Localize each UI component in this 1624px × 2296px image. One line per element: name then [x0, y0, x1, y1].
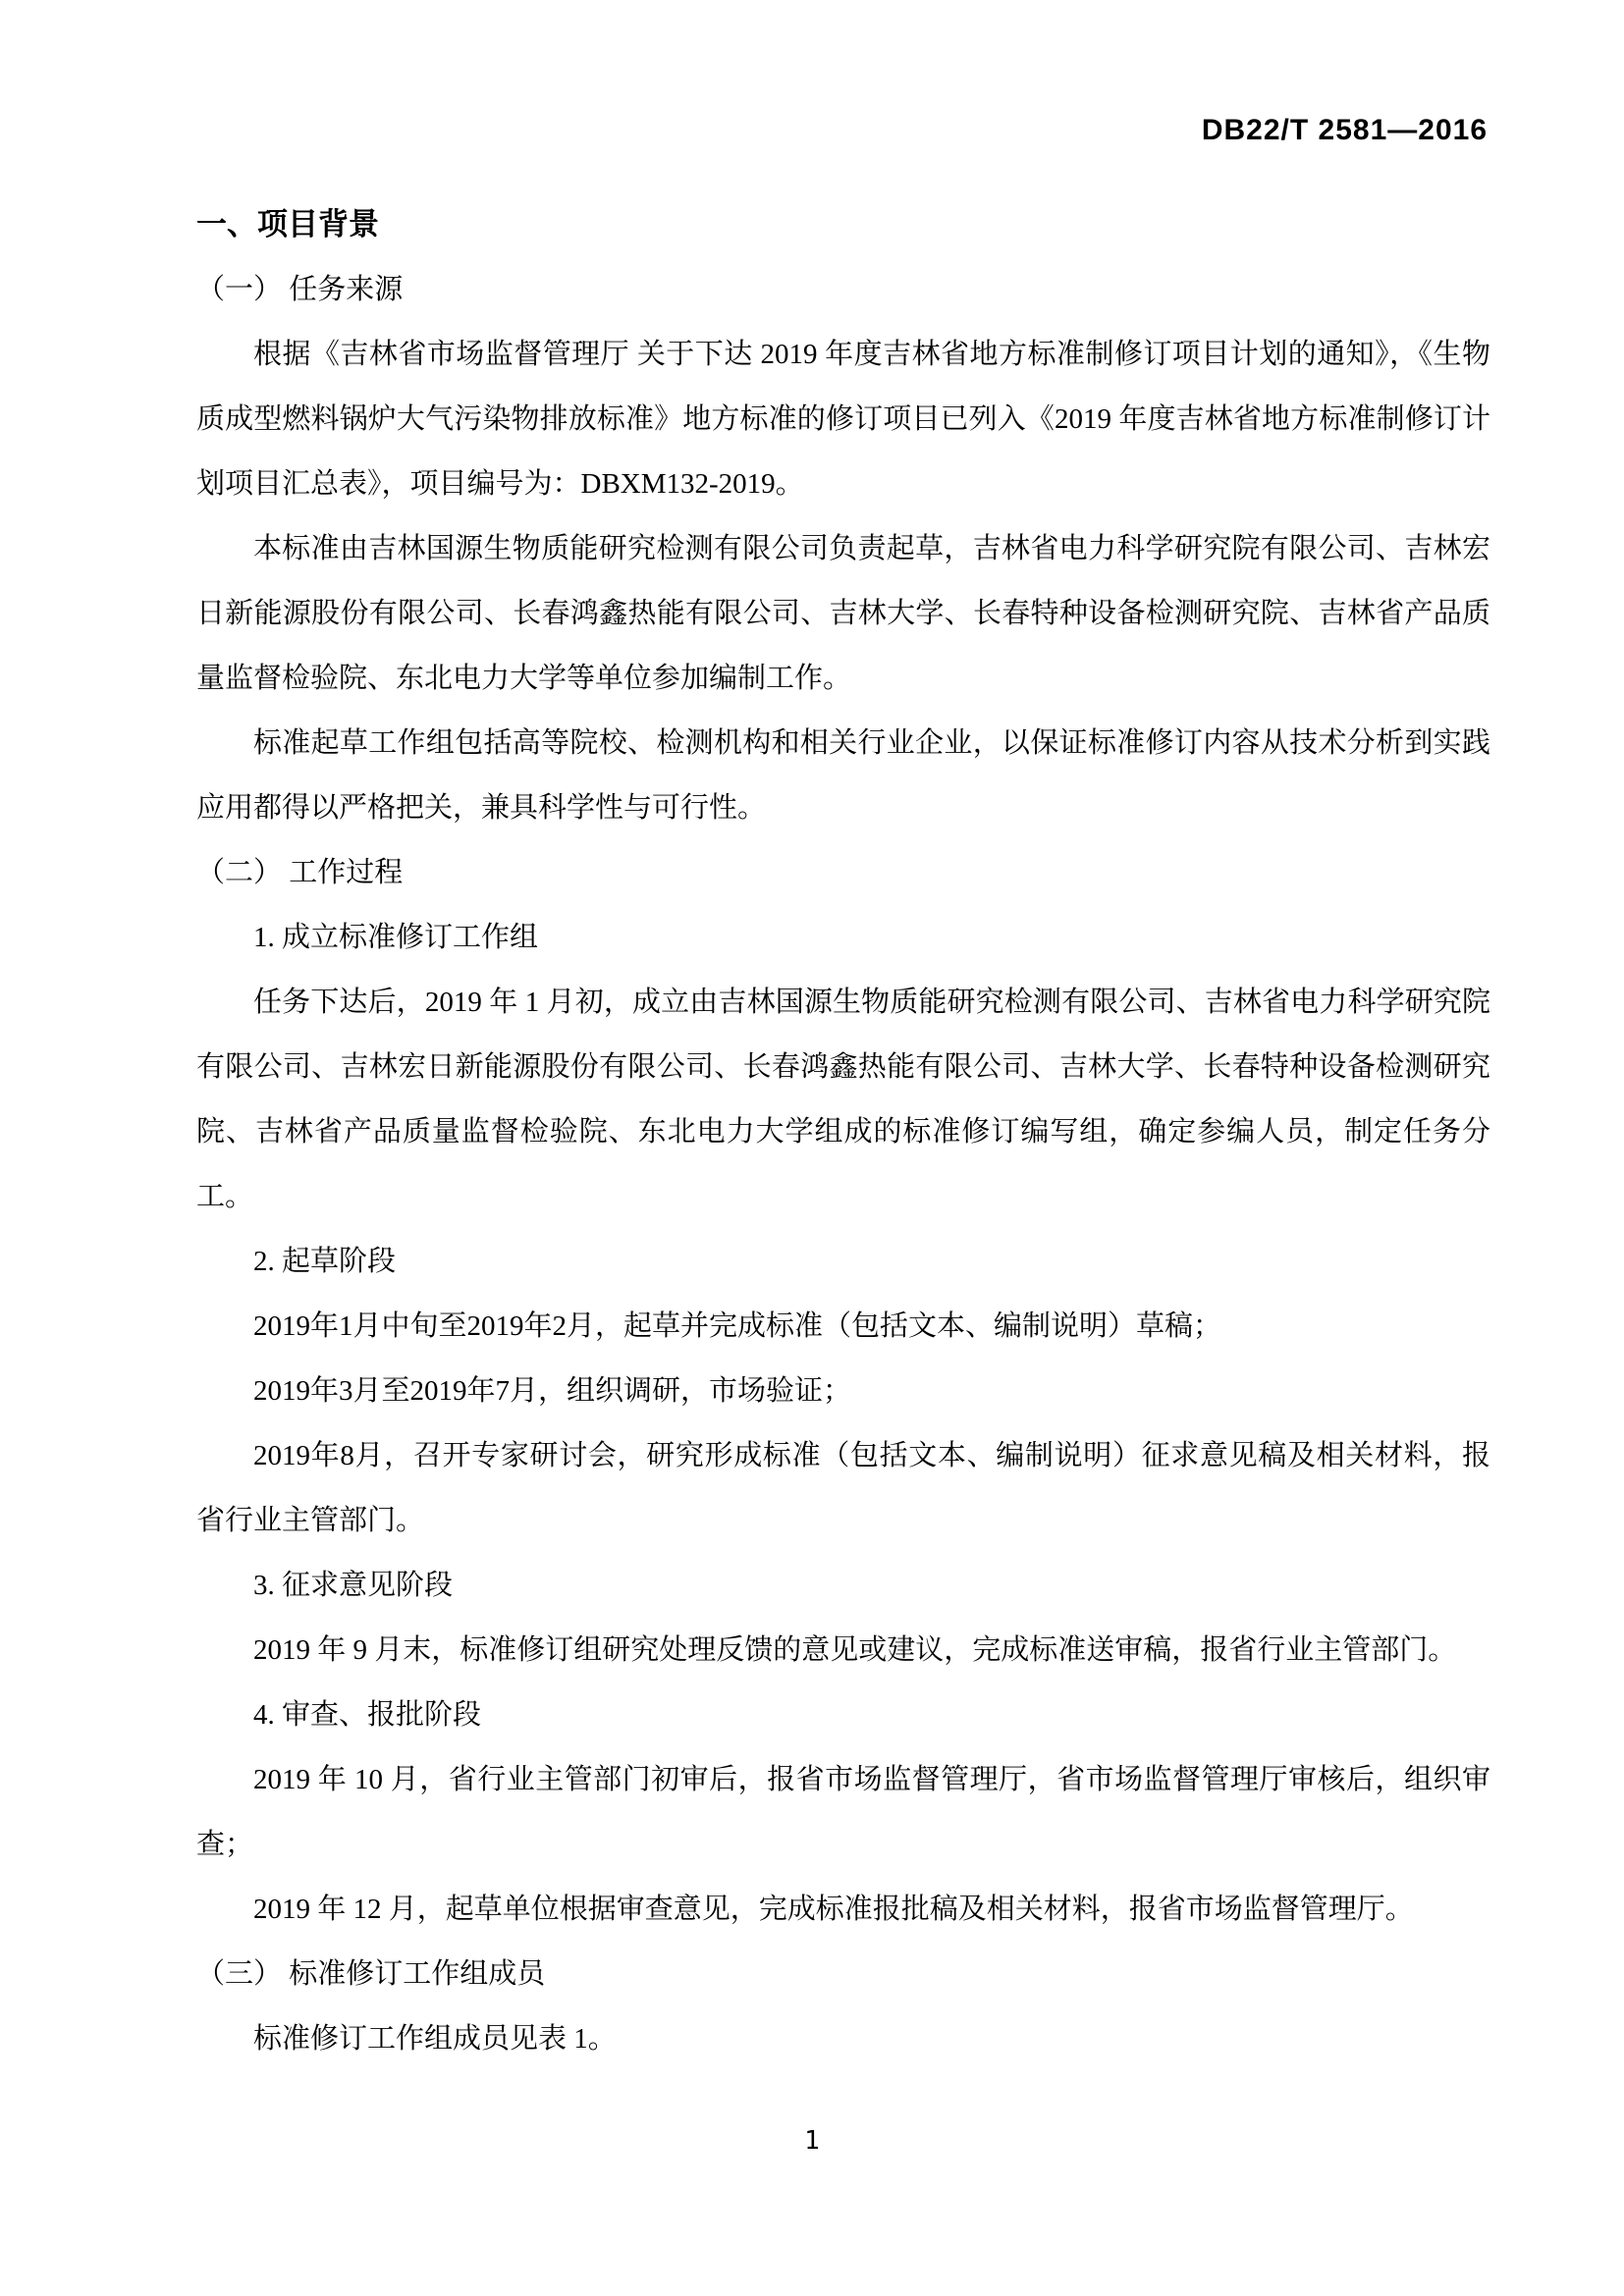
section-heading-3: （三） 标准修订工作组成员	[196, 1958, 546, 1990]
paragraph: 2019年1月中旬至2019年2月，起草并完成标准（包括文本、编制说明）草稿；	[253, 1310, 1222, 1342]
paragraph: 2019年3月至2019年7月，组织调研，市场验证；	[253, 1375, 852, 1407]
numbered-heading-3: 3. 征求意见阶段	[253, 1570, 454, 1601]
paragraph: 2019 年 10 月，省行业主管部门初审后，报省市场监督管理厅，省市场监督管理厅审核后，组织审查；	[196, 1764, 1490, 1860]
section-heading-2: （二） 工作过程	[196, 857, 404, 888]
numbered-heading-2: 2. 起草阶段	[253, 1246, 397, 1277]
page-title: 一、项目背景	[196, 207, 379, 241]
numbered-heading-1: 1. 成立标准修订工作组	[253, 922, 539, 953]
paragraph: 本标准由吉林国源生物质能研究检测有限公司负责起草，吉林省电力科学研究院有限公司、吉林宏日新能源股份有限公司、长春鸿鑫热能有限公司、吉林大学、长春特种设备检测研究院、吉林省产品质量监督检验院、东北电力大学等单位参加编制工作。	[196, 533, 1490, 694]
section-heading-1: （一） 任务来源	[196, 274, 404, 305]
page-number: 1	[804, 2126, 820, 2156]
paragraph: 2019 年 12 月，起草单位根据审查意见，完成标准报批稿及相关材料，报省市场监督管理厅。	[253, 1894, 1414, 1925]
document-code-header: DB22/T 2581—2016	[1201, 114, 1488, 146]
paragraph: 任务下达后，2019 年 1 月初，成立由吉林国源生物质能研究检测有限公司、吉林省电力科学研究院有限公司、吉林宏日新能源股份有限公司、长春鸿鑫热能有限公司、吉林大学、长春特种设备检测研究院、吉林省产品质量监督检验院、东北电力大学组成的标准修订编写组，确定参编人员，制定任务分工。	[196, 987, 1490, 1212]
document-body	[196, 192, 1490, 2071]
paragraph: 根据《吉林省市场监督管理厅 关于下达 2019 年度吉林省地方标准制修订项目计划的通知》，《生物质成型燃料锅炉大气污染物排放标准》地方标准的修订项目已列入《2019 年度吉林省地方标准制修订计划项目汇总表》，项目编号为：DBXM132-2019。	[196, 339, 1490, 500]
paragraph: 2019年8月，召开专家研讨会，研究形成标准（包括文本、编制说明）征求意见稿及相关材料，报省行业主管部门。	[196, 1440, 1490, 1536]
paragraph: 标准修订工作组成员见表 1。	[253, 2023, 617, 2055]
numbered-heading-4: 4. 审查、报批阶段	[253, 1699, 482, 1731]
paragraph: 标准起草工作组包括高等院校、检测机构和相关行业企业，以保证标准修订内容从技术分析到实践应用都得以严格把关，兼具科学性与可行性。	[196, 727, 1490, 824]
paragraph: 2019 年 9 月末，标准修订组研究处理反馈的意见或建议，完成标准送审稿，报省行业主管部门。	[253, 1634, 1457, 1666]
